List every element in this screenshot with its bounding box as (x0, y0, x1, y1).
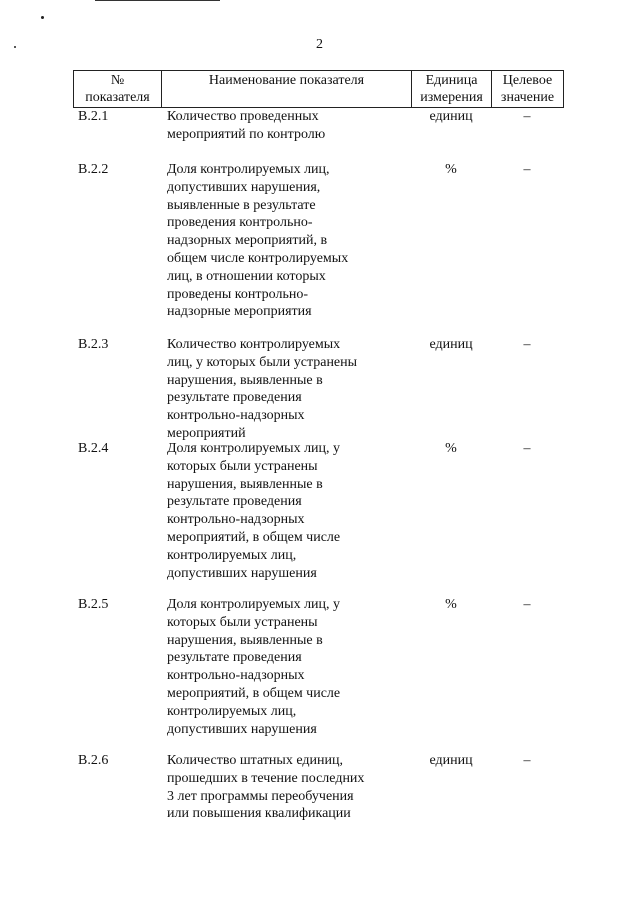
row-unit: % (445, 441, 457, 456)
header-target-line2: значение (500, 90, 555, 105)
row-name-line: контролируемых лиц, (167, 547, 297, 563)
header-target (492, 71, 564, 108)
header-unit-line2: измерения (420, 90, 483, 105)
row-name-line: результате проведения (167, 390, 302, 406)
row-unit: % (445, 597, 457, 612)
row-target: – (523, 109, 531, 124)
row-name-line: контрольно-надзорных (167, 512, 305, 528)
row-name-line: прошедших в течение последних (167, 770, 365, 786)
scan-speck (41, 16, 44, 19)
header-row (74, 71, 564, 108)
row-name-line: результате проведения (167, 650, 302, 666)
row-name-line: нарушения, выявленные в (167, 372, 323, 388)
row-name-line: мероприятий по контролю (167, 126, 326, 142)
header-unit-line1: Единица (425, 73, 478, 88)
row-name (167, 440, 417, 582)
indicator-table-header (73, 70, 564, 108)
header-number-line2: показателя (85, 90, 150, 105)
row-name-line: проведения контрольно- (167, 215, 313, 231)
row-name (167, 161, 417, 321)
row-name-line: мероприятий, в общем числе (167, 685, 341, 701)
row-name-line: Количество штатных единиц, (167, 753, 343, 768)
row-code: В.2.1 (78, 109, 109, 124)
row-name (167, 336, 417, 443)
row-name (167, 108, 417, 144)
header-target-line1: Целевое (502, 73, 553, 88)
row-code: В.2.3 (78, 337, 109, 352)
row-target: – (523, 337, 531, 352)
header-number (74, 71, 162, 108)
row-name-line: контролируемых лиц, (167, 703, 297, 719)
row-name-line: которых были устранены (167, 458, 318, 474)
row-code: В.2.5 (78, 597, 109, 612)
row-name-line: проведены контрольно- (167, 286, 308, 302)
row-target: – (523, 753, 531, 768)
row-name-line: лиц, у которых были устранены (167, 354, 358, 370)
row-unit: единиц (429, 337, 473, 352)
row-name-line: результате проведения (167, 494, 302, 510)
row-name-line: контрольно-надзорных (167, 408, 305, 424)
row-code: В.2.6 (78, 753, 109, 768)
row-name-line: надзорные мероприятия (167, 304, 312, 320)
row-name-line: выявленные в результате (167, 197, 316, 213)
row-name-line: общем числе контролируемых (167, 250, 349, 266)
row-name-line: мероприятий (167, 425, 246, 441)
row-name-line: мероприятий, в общем числе (167, 529, 341, 545)
row-name-line: Доля контролируемых лиц, (167, 162, 330, 177)
row-name-line: нарушения, выявленные в (167, 476, 323, 492)
page-number: 2 (316, 37, 323, 52)
row-name-line: контрольно-надзорных (167, 668, 305, 684)
row-target: – (523, 597, 531, 612)
row-name-line: 3 лет программы переобучения (167, 788, 354, 804)
header-number-line1: № (110, 73, 125, 88)
row-code: В.2.2 (78, 162, 109, 177)
row-name-line: допустивших нарушения, (167, 179, 321, 195)
row-unit: единиц (429, 109, 473, 124)
row-unit: % (445, 162, 457, 177)
row-name-line: Доля контролируемых лиц, у (167, 597, 341, 612)
row-name-line: надзорных мероприятий, в (167, 233, 328, 249)
row-name-line: лиц, в отношении которых (167, 268, 326, 284)
scan-artifact-line (95, 0, 220, 1)
header-name: Наименование показателя (162, 71, 412, 108)
row-name (167, 596, 417, 738)
row-name-line: Количество проведенных (167, 109, 319, 124)
row-name-line: нарушения, выявленные в (167, 632, 323, 648)
row-name-line: допустивших нарушения (167, 565, 317, 581)
row-name-line: которых были устранены (167, 614, 318, 630)
row-name (167, 752, 417, 823)
row-name-line: Доля контролируемых лиц, у (167, 441, 341, 456)
header-unit (412, 71, 492, 108)
row-name-line: или повышения квалификации (167, 806, 351, 822)
row-target: – (523, 441, 531, 456)
row-target: – (523, 162, 531, 177)
row-name-line: Количество контролируемых (167, 337, 341, 352)
row-name-line: допустивших нарушения (167, 721, 317, 737)
row-unit: единиц (429, 753, 473, 768)
row-code: В.2.4 (78, 441, 109, 456)
